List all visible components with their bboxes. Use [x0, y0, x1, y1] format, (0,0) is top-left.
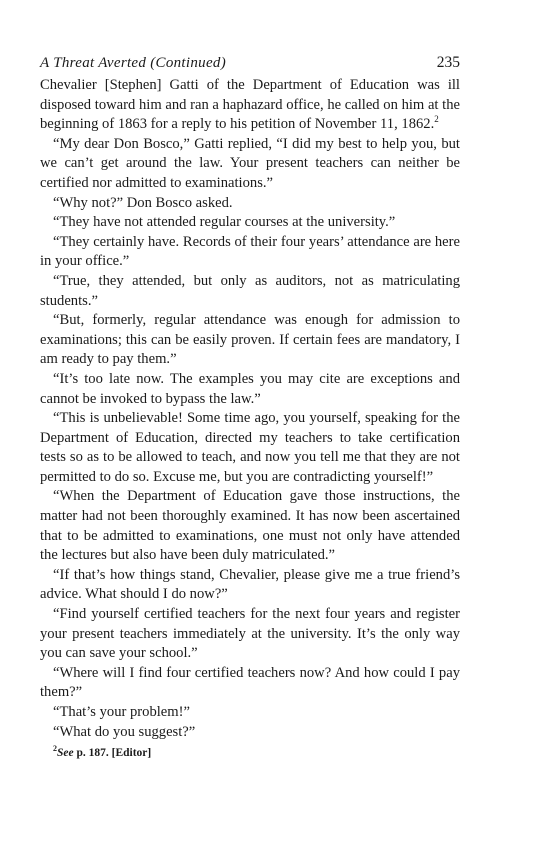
paragraph: “But, formerly, regular attendance was enough for admission to examinations; this can be easily proven. If certain fees are mandatory, I am ready to pay them.”: [40, 312, 460, 368]
running-head: [40, 54, 460, 76]
paragraph: “My dear Don Bosco,” Gatti replied, “I did my best to help you, but we can’t get around the law. Your present teachers can neither be certified nor admitted to examinations.”: [40, 135, 460, 191]
book-page: [40, 54, 460, 761]
footnote: [40, 745, 460, 761]
paragraph: “Where will I find four certified teachers now? And how could I pay them?”: [40, 664, 460, 701]
footnote-text: p. 187. [Editor]: [73, 747, 152, 760]
body-text: [40, 76, 460, 742]
footnote-marker: 2: [53, 744, 57, 754]
paragraph: “Why not?” Don Bosco asked.: [53, 194, 233, 211]
footnote-see: See: [57, 747, 74, 760]
paragraph: “When the Department of Education gave those instructions, the matter had not been thoroughly examined. It has now been ascertained that to be admitted to examinations, one must not only have attended the lectures but also have been duly matriculated.”: [40, 488, 460, 564]
paragraph: “What do you suggest?”: [53, 723, 196, 740]
paragraph: “They have not attended regular courses at the university.”: [53, 214, 396, 231]
paragraph: “It’s too late now. The examples you may cite are exceptions and cannot be invoked to bypass the law.”: [40, 370, 460, 407]
running-title: A Threat Averted (Continued): [40, 55, 227, 71]
paragraph: “That’s your problem!”: [53, 704, 190, 720]
page-number: 235: [436, 54, 460, 71]
paragraph: “If that’s how things stand, Chevalier, please give me a true friend’s advice. What should I do now?”: [40, 566, 460, 603]
paragraph: Chevalier [Stephen] Gatti of the Department of Education was ill disposed toward him and ran a haphazard office, he called on him at the beginning of 1863 for a reply to his petition of November 11, 1862.$^2$: [40, 77, 460, 133]
footnote-reference: 2: [434, 114, 439, 125]
paragraph: “Find yourself certified teachers for the next four years and register your present teachers immediately at the university. It’s the only way you can save your school.”: [40, 606, 460, 662]
paragraph: “This is unbelievable! Some time ago, you yourself, speaking for the Department of Education, directed my teachers to take certification tests so as to be allowed to teach, and now you tell me that they are not permitted to do so. Excuse me, but you are contradicting yourself!”: [40, 410, 460, 485]
paragraph: “True, they attended, but only as auditors, not as matriculating students.”: [40, 272, 460, 309]
paragraph: “They certainly have. Records of their four years’ attendance are here in your office.”: [40, 233, 460, 270]
